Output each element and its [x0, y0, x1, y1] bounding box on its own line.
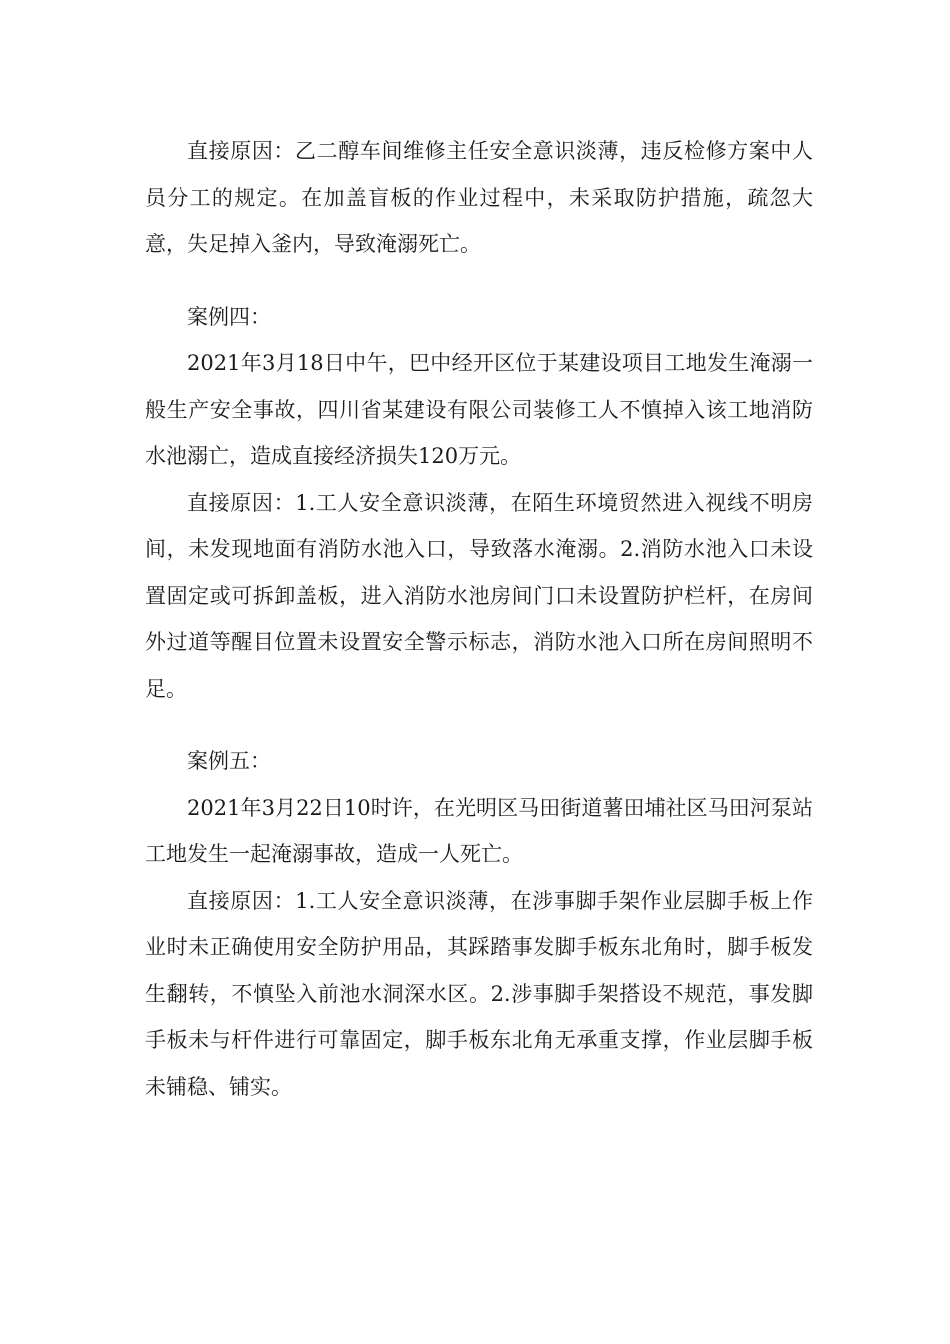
- case-four-heading: 案例四：: [187, 304, 271, 329]
- paragraph-case-five-event: 2021年3月22日10时许，在光明区马田街道薯田埔社区马田河泵站工地发生一起淹溺事故，造成一人死亡。: [145, 795, 813, 866]
- case-five-heading: 案例五：: [187, 749, 271, 773]
- paragraph-spacer: [145, 712, 813, 738]
- paragraph-spacer: [145, 268, 813, 294]
- document-page: [145, 128, 813, 1110]
- paragraph-case-four-cause: 直接原因：1.工人安全意识淡薄，在陌生环境贸然进入视线不明房间，未发现地面有消防水池入口，导致落水淹溺。2.消防水池入口未设置固定或可拆卸盖板，进入消防水池房间门口未设置防护栏杆，在房间外过道等醒目位置未设置安全警示标志，消防水池入口所在房间照明不足。: [145, 490, 813, 701]
- paragraph-case-five-cause: 直接原因：1.工人安全意识淡薄，在涉事脚手架作业层脚手板上作业时未正确使用安全防护用品，其踩踏事发脚手板东北角时，脚手板发生翻转，不慎坠入前池水洞深水区。2.涉事脚手架搭设不规范，事发脚手板未与杆件进行可靠固定，脚手板东北角无承重支撑，作业层脚手板未铺稳、铺实。: [145, 888, 813, 1099]
- paragraph-cause-case-three: 直接原因：乙二醇车间维修主任安全意识淡薄，违反检修方案中人员分工的规定。在加盖盲板的作业过程中，未采取防护措施，疏忽大意，失足掉入釜内，导致淹溺死亡。: [145, 139, 813, 256]
- paragraph-case-four-event: 2021年3月18日中午，巴中经开区位于某建设项目工地发生淹溺一般生产安全事故，四川省某建设有限公司装修工人不慎掉入该工地消防水池溺亡，造成直接经济损失120万元。: [145, 351, 813, 468]
